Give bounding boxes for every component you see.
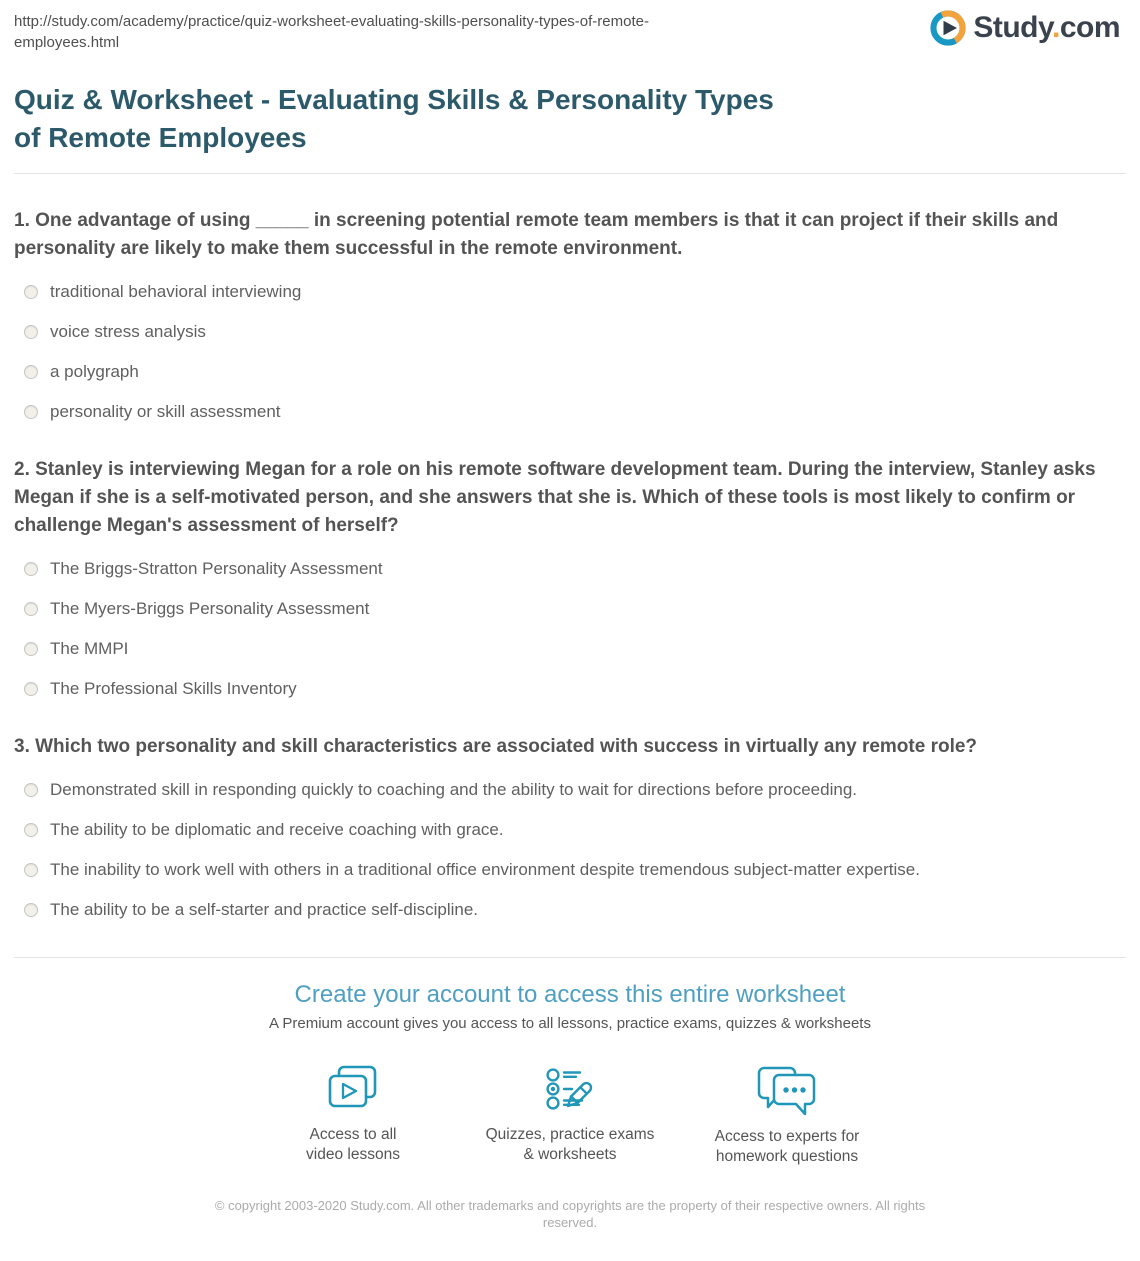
question-2-text: 2. Stanley is interviewing Megan for a role on his remote software development team. During the interview, Stanley asks Megan if she is a self-motivated person, and she answers that she is. Which of these tools is most likely to confirm or challenge Megan's assessment of herself? (14, 459, 1096, 536)
title-divider (14, 173, 1126, 174)
radio-button-icon[interactable] (24, 823, 38, 837)
feature-label: Quizzes, practice exams & worksheets (485, 1126, 655, 1163)
option-label: The inability to work well with others in a traditional office environment despite tremendous subject-matter expertise. (50, 860, 920, 879)
option-label: traditional behavioral interviewing (50, 282, 302, 301)
answer-option[interactable] (24, 819, 1126, 841)
cta-heading: Create your account to access this entire worksheet (294, 981, 846, 1008)
answer-option[interactable] (24, 779, 1126, 801)
page-title: Quiz & Worksheet - Evaluating Skills & Personality Types of Remote Employees (14, 84, 774, 153)
radio-button-icon[interactable] (24, 863, 38, 877)
cta-subheading: A Premium account gives you access to all lessons, practice exams, quizzes & worksheets (269, 1015, 871, 1032)
answer-option[interactable] (24, 401, 1126, 423)
answer-option[interactable] (24, 638, 1126, 660)
radio-button-icon[interactable] (24, 903, 38, 917)
answer-option[interactable] (24, 281, 1126, 303)
feature-homework-experts (679, 1064, 896, 1167)
answer-option[interactable] (24, 361, 1126, 383)
radio-button-icon[interactable] (24, 682, 38, 696)
chat-experts-icon (756, 1064, 818, 1116)
question-1-text: 1. One advantage of using _____ in screening potential remote team members is that it can project if their skills and personality are likely to make them successful in the remote environment. (14, 210, 1059, 259)
answer-option[interactable] (24, 598, 1126, 620)
option-label: The MMPI (50, 639, 129, 658)
question-3-text: 3. Which two personality and skill characteristics are associated with success in virtually any remote role? (14, 736, 978, 757)
study-logo[interactable] (930, 10, 1120, 46)
answer-option[interactable] (24, 558, 1126, 580)
radio-button-icon[interactable] (24, 405, 38, 419)
radio-button-icon[interactable] (24, 642, 38, 656)
answer-option[interactable] (24, 899, 1126, 921)
feature-label: Access to all video lessons (306, 1126, 400, 1163)
study-logo-play-icon (930, 10, 966, 46)
copyright-notice: © copyright 2003-2020 Study.com. All other trademarks and copyrights are the property of their respective owners. All rights reserved. (214, 1198, 926, 1230)
question-3 (14, 733, 1126, 921)
option-label: a polygraph (50, 362, 139, 381)
radio-button-icon[interactable] (24, 285, 38, 299)
answer-option[interactable] (24, 321, 1126, 343)
option-label: Demonstrated skill in responding quickly to coaching and the ability to wait for directions before proceeding. (50, 780, 858, 799)
option-label: The Briggs-Stratton Personality Assessment (50, 559, 383, 578)
answer-option[interactable] (24, 678, 1126, 700)
radio-button-icon[interactable] (24, 783, 38, 797)
answer-option[interactable] (24, 859, 1126, 881)
cta-divider (14, 957, 1126, 958)
radio-button-icon[interactable] (24, 602, 38, 616)
option-label: The ability to be a self-starter and practice self-discipline. (50, 900, 479, 919)
quiz-worksheet-icon (542, 1064, 598, 1116)
radio-button-icon[interactable] (24, 325, 38, 339)
video-lessons-icon (326, 1064, 380, 1116)
radio-button-icon[interactable] (24, 365, 38, 379)
page-url: http://study.com/academy/practice/quiz-worksheet-evaluating-skills-personality-types-of-remote-employees.html (14, 13, 649, 51)
question-2 (14, 456, 1126, 700)
option-label: personality or skill assessment (50, 402, 281, 421)
question-1 (14, 207, 1126, 423)
study-logo-wordmark: Study.com (973, 11, 1120, 44)
option-label: The Professional Skills Inventory (50, 679, 297, 698)
option-label: voice stress analysis (50, 322, 206, 341)
option-label: The Myers-Briggs Personality Assessment (50, 599, 370, 618)
option-label: The ability to be diplomatic and receive coaching with grace. (50, 820, 504, 839)
features-row (14, 1064, 1126, 1167)
feature-quizzes-worksheets (462, 1064, 679, 1167)
feature-label: Access to experts for homework questions (714, 1128, 860, 1165)
radio-button-icon[interactable] (24, 562, 38, 576)
feature-video-lessons (245, 1064, 462, 1167)
